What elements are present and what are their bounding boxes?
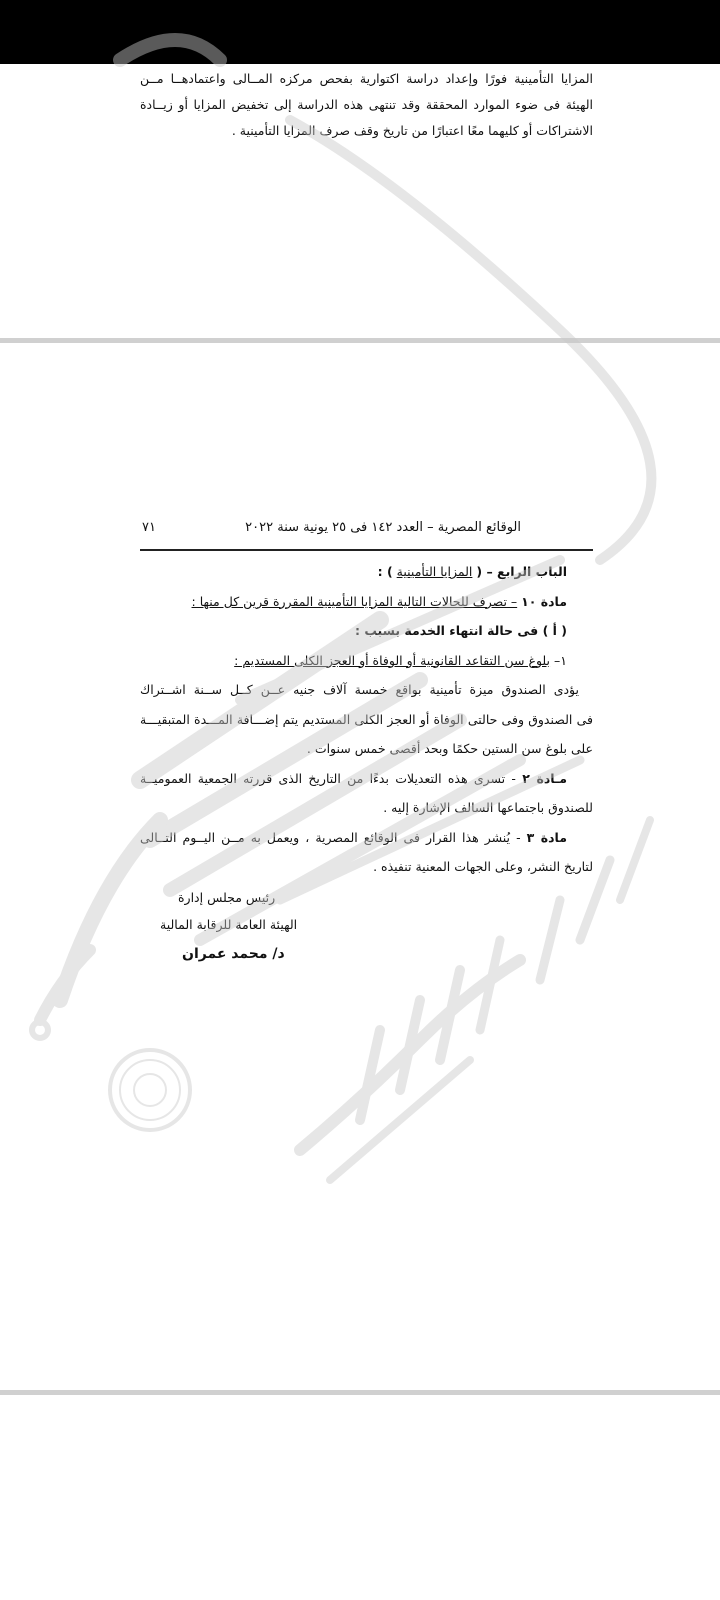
- article-3: [140, 823, 593, 853]
- page-header: [140, 520, 593, 542]
- case-a-heading: ( أ ) فى حالة انتهاء الخدمة بسبب :: [354, 623, 567, 638]
- text-line: لتاريخ النشر، وعلى الجهات المعنية تنفيذه .: [373, 859, 593, 874]
- text-line: الهيئة فى ضوء الموارد المحققة وقد تنتهى هذه الدراسة إلى تخفيض المزايا أو زيــادة: [140, 97, 593, 112]
- signature-title-1: رئيس مجلس إدارة: [178, 890, 276, 905]
- article-10-text: – تصرف للحالات التالية المزايا التأمينية المقررة قرين كل منها :: [191, 593, 518, 609]
- text-line: الاشتراكات أو كليهما معًا اعتبارًا من تاريخ وقف صرف المزايا التأمينية .: [231, 123, 593, 138]
- item-1: [140, 646, 593, 676]
- header-rule: [140, 549, 593, 551]
- chapter-label: الباب الرابع – (: [476, 564, 567, 579]
- article-10-label: مادة ١٠: [521, 593, 567, 609]
- chapter-title: المزايا التأمينية: [396, 564, 473, 579]
- article-10: [140, 587, 593, 617]
- article-2: [140, 764, 593, 794]
- article-2-line-1: - تسرى هذه التعديلات بدءًا من التاريخ الذى قررته الجمعية العموميــة: [140, 770, 516, 786]
- text-line: فى الصندوق وفى حالتى الوفاة أو العجز الكلى المستديم يتم إضـــافة المـــدة المتبقيـــة: [140, 711, 593, 727]
- article-3-label: مادة ٣: [526, 829, 567, 845]
- article-3-line-1: - يُنشر هذا القرار فى الوقائع المصرية ، ويعمل به مــن اليــوم التــالى: [140, 829, 521, 845]
- text-line: للصندوق باجتماعها السالف الإشارة إليه .: [383, 800, 593, 815]
- gazette-title: الوقائع المصرية – العدد ١٤٢ فى ٢٥ يونية سنة ٢٠٢٢: [245, 520, 521, 535]
- previous-page-text: [140, 66, 593, 144]
- chapter-heading: [140, 557, 593, 587]
- page-body: [140, 557, 593, 882]
- text-line: يؤدى الصندوق ميزة تأمينية بواقع خمسة آلاف جنيه عــن كــل ســنة اشــتراك: [140, 682, 579, 697]
- page-separator: [0, 338, 720, 343]
- top-status-bar: [0, 0, 720, 64]
- item-1-text: بلوغ سن التقاعد القانونية أو الوفاة أو العجز الكلى المستديم :: [234, 652, 551, 668]
- text-line: المزايا التأمينية فورًا وإعداد دراسة اكتوارية بفحص مركزه المــالى واعتمادهــا مــن: [140, 71, 593, 86]
- item-1-number: ١–: [554, 652, 567, 668]
- signature-name: د/ محمد عمران: [182, 946, 285, 962]
- text-line: على بلوغ سن الستين حكمًا وبحد أقصى خمس سنوات .: [306, 741, 593, 756]
- page-number: ٧١: [142, 520, 156, 535]
- chapter-close: ) :: [377, 564, 393, 579]
- page-separator: [0, 1390, 720, 1395]
- article-2-label: مـادة ٢: [522, 770, 567, 786]
- signature-title-2: الهيئة العامة للرقابة المالية: [160, 917, 298, 932]
